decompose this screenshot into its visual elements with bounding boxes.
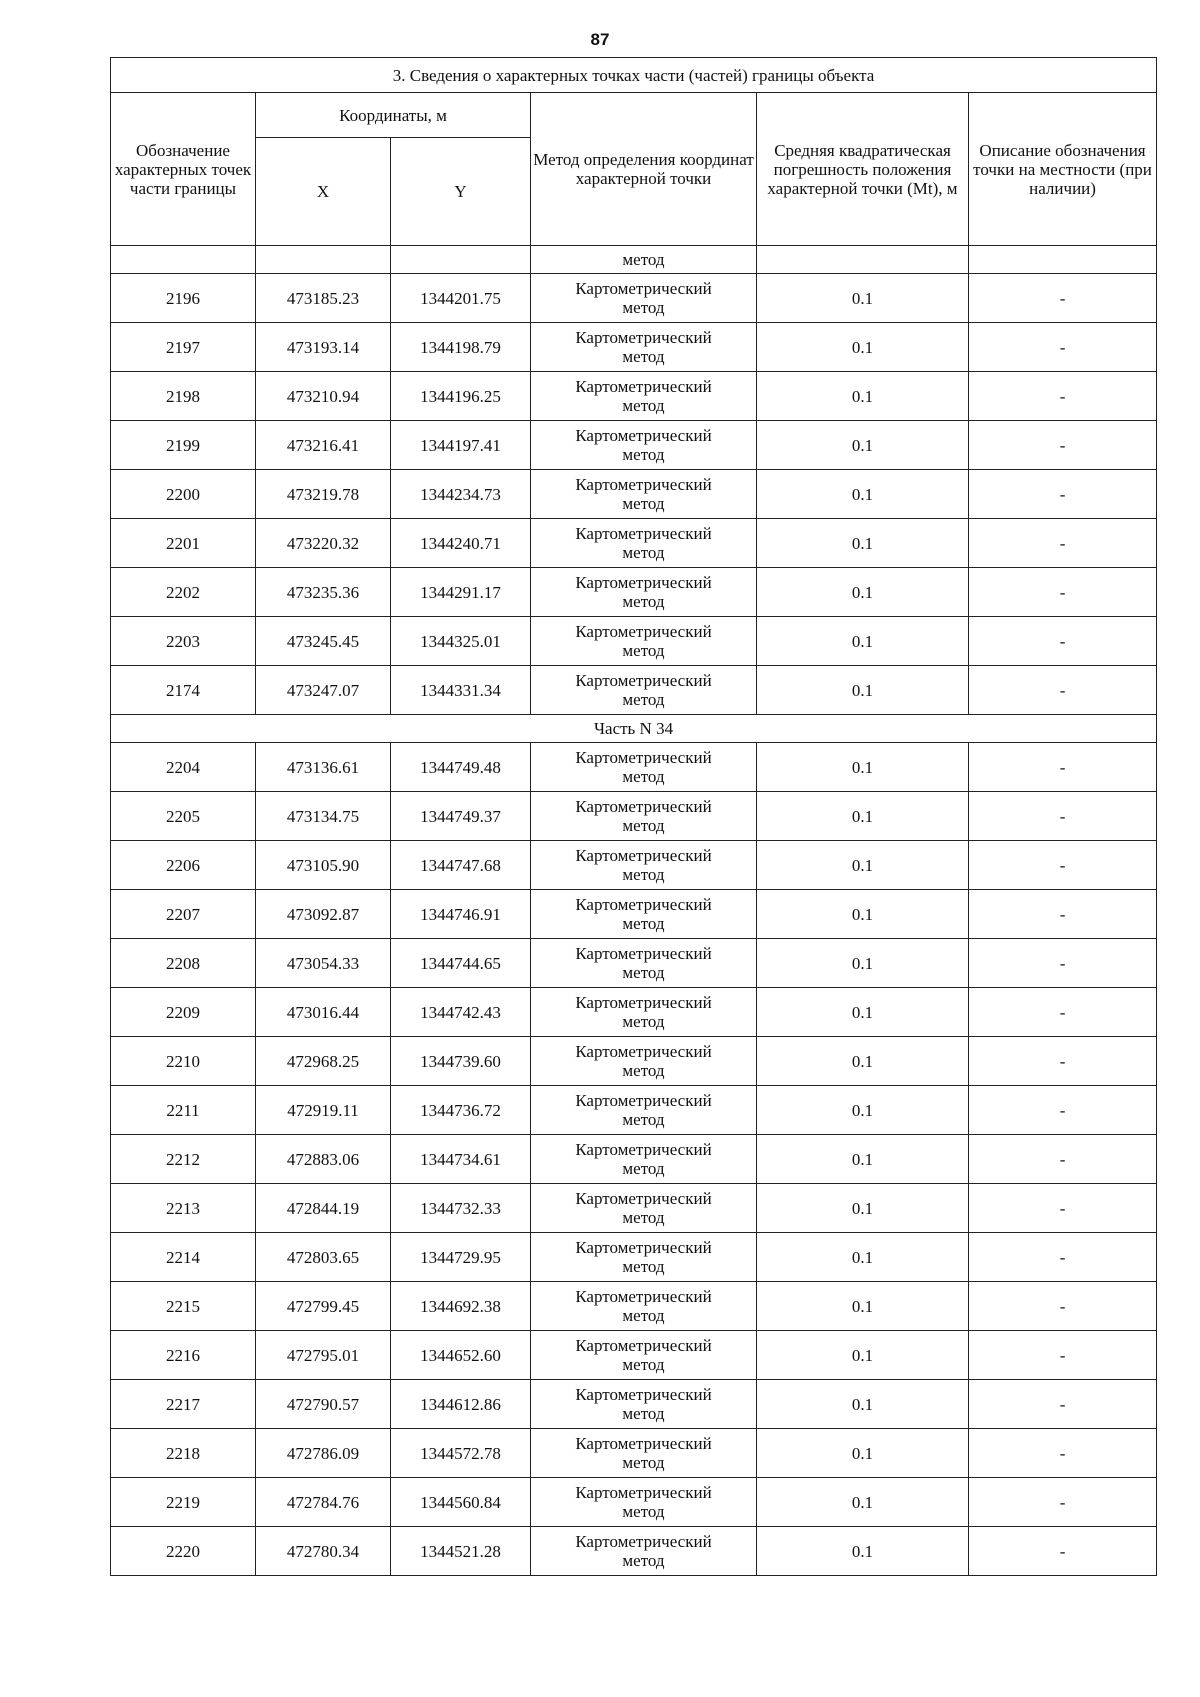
y-cell: 1344196.25 — [391, 372, 531, 421]
error-cell: 0.1 — [757, 1429, 969, 1478]
method-cell — [531, 1086, 757, 1135]
method-cell — [531, 470, 757, 519]
method-line2: метод — [622, 816, 665, 835]
error-cell: 0.1 — [757, 1478, 969, 1527]
method-cell — [531, 1331, 757, 1380]
point-cell: 2211 — [111, 1086, 256, 1135]
method-cell — [531, 1429, 757, 1478]
point-cell: 2209 — [111, 988, 256, 1037]
point-cell: 2174 — [111, 666, 256, 715]
y-cell: 1344197.41 — [391, 421, 531, 470]
description-cell: - — [969, 1527, 1157, 1576]
y-cell: 1344331.34 — [391, 666, 531, 715]
table-row — [111, 323, 1157, 372]
method-line2: метод — [622, 445, 665, 464]
point-cell: 2220 — [111, 1527, 256, 1576]
table-row — [111, 617, 1157, 666]
point-cell: 2206 — [111, 841, 256, 890]
point-cell: 2202 — [111, 568, 256, 617]
x-cell: 473092.87 — [256, 890, 391, 939]
table-row — [111, 666, 1157, 715]
method-cell — [531, 568, 757, 617]
method-cell — [531, 841, 757, 890]
header-y: Y — [391, 138, 531, 246]
description-cell: - — [969, 939, 1157, 988]
x-cell: 472799.45 — [256, 1282, 391, 1331]
error-cell: 0.1 — [757, 988, 969, 1037]
point-cell: 2197 — [111, 323, 256, 372]
x-cell: 472883.06 — [256, 1135, 391, 1184]
error-cell: 0.1 — [757, 617, 969, 666]
x-cell: 472919.11 — [256, 1086, 391, 1135]
method-cell — [531, 666, 757, 715]
table-row — [111, 1478, 1157, 1527]
x-cell: 473185.23 — [256, 274, 391, 323]
x-cell: 473136.61 — [256, 743, 391, 792]
y-cell: 1344560.84 — [391, 1478, 531, 1527]
description-cell: - — [969, 1037, 1157, 1086]
error-cell: 0.1 — [757, 1135, 969, 1184]
y-cell: 1344742.43 — [391, 988, 531, 1037]
method-line1: Картометрический — [575, 1091, 712, 1110]
header-point: Обозначение характерных точек части границы — [111, 93, 256, 246]
y-cell: 1344201.75 — [391, 274, 531, 323]
method-cell — [531, 1184, 757, 1233]
method-cell — [531, 1037, 757, 1086]
description-cell: - — [969, 890, 1157, 939]
method-line1: Картометрический — [575, 573, 712, 592]
table-row — [111, 890, 1157, 939]
description-cell: - — [969, 1380, 1157, 1429]
x-cell: 473016.44 — [256, 988, 391, 1037]
method-cell — [531, 274, 757, 323]
table-row — [111, 470, 1157, 519]
table-row — [111, 841, 1157, 890]
description-cell: - — [969, 792, 1157, 841]
point-cell: 2199 — [111, 421, 256, 470]
method-line2: метод — [622, 1355, 665, 1374]
x-cell: 472790.57 — [256, 1380, 391, 1429]
description-cell: - — [969, 1135, 1157, 1184]
method-cell — [531, 1478, 757, 1527]
error-cell: 0.1 — [757, 1184, 969, 1233]
y-cell: 1344749.48 — [391, 743, 531, 792]
header-coords: Координаты, м — [256, 93, 531, 138]
y-cell: 1344234.73 — [391, 470, 531, 519]
error-cell: 0.1 — [757, 1380, 969, 1429]
method-line2: метод — [622, 1404, 665, 1423]
x-cell: 472803.65 — [256, 1233, 391, 1282]
method-line2: метод — [622, 1502, 665, 1521]
method-cell — [531, 617, 757, 666]
method-line1: Картометрический — [575, 797, 712, 816]
error-cell: 0.1 — [757, 666, 969, 715]
description-cell: - — [969, 617, 1157, 666]
description-cell: - — [969, 568, 1157, 617]
table-row — [111, 568, 1157, 617]
y-cell: 1344652.60 — [391, 1331, 531, 1380]
y-cell: 1344291.17 — [391, 568, 531, 617]
method-line1: Картометрический — [575, 377, 712, 396]
x-cell: 472844.19 — [256, 1184, 391, 1233]
method-line2: метод — [622, 1012, 665, 1031]
description-cell: - — [969, 666, 1157, 715]
table-row — [111, 1331, 1157, 1380]
point-cell: 2210 — [111, 1037, 256, 1086]
y-cell: 1344746.91 — [391, 890, 531, 939]
method-line1: Картометрический — [575, 328, 712, 347]
x-cell: 473219.78 — [256, 470, 391, 519]
point-cell: 2212 — [111, 1135, 256, 1184]
error-cell: 0.1 — [757, 841, 969, 890]
method-line1: Картометрический — [575, 1189, 712, 1208]
error-cell: 0.1 — [757, 1282, 969, 1331]
method-line1: Картометрический — [575, 426, 712, 445]
section-label: Часть N 34 — [111, 715, 1157, 743]
point-cell: 2208 — [111, 939, 256, 988]
header-error: Средняя квадратическая погрешность положения характерной точки (Mt), м — [757, 93, 969, 246]
x-cell: 473216.41 — [256, 421, 391, 470]
description-cell: - — [969, 274, 1157, 323]
y-cell: 1344521.28 — [391, 1527, 531, 1576]
error-cell: 0.1 — [757, 421, 969, 470]
x-cell: 472968.25 — [256, 1037, 391, 1086]
header-description: Описание обозначения точки на местности (при наличии) — [969, 93, 1157, 246]
point-cell: 2196 — [111, 274, 256, 323]
continuation-method: метод — [531, 246, 757, 274]
x-cell: 472786.09 — [256, 1429, 391, 1478]
method-line1: Картометрический — [575, 1140, 712, 1159]
y-cell: 1344734.61 — [391, 1135, 531, 1184]
method-line2: метод — [622, 494, 665, 513]
method-line2: метод — [622, 865, 665, 884]
error-cell: 0.1 — [757, 1037, 969, 1086]
x-cell: 473054.33 — [256, 939, 391, 988]
method-cell — [531, 372, 757, 421]
method-cell — [531, 743, 757, 792]
point-cell: 2213 — [111, 1184, 256, 1233]
error-cell: 0.1 — [757, 274, 969, 323]
error-cell: 0.1 — [757, 470, 969, 519]
x-cell: 472795.01 — [256, 1331, 391, 1380]
point-cell: 2205 — [111, 792, 256, 841]
x-cell: 473134.75 — [256, 792, 391, 841]
method-line2: метод — [622, 1208, 665, 1227]
description-cell: - — [969, 470, 1157, 519]
y-cell: 1344736.72 — [391, 1086, 531, 1135]
error-cell: 0.1 — [757, 372, 969, 421]
empty-cell — [111, 246, 256, 274]
method-line1: Картометрический — [575, 846, 712, 865]
description-cell: - — [969, 743, 1157, 792]
table-row — [111, 939, 1157, 988]
method-cell — [531, 939, 757, 988]
method-line1: Картометрический — [575, 524, 712, 543]
point-cell: 2200 — [111, 470, 256, 519]
x-cell: 473245.45 — [256, 617, 391, 666]
method-line2: метод — [622, 1551, 665, 1570]
method-line2: метод — [622, 690, 665, 709]
method-cell — [531, 792, 757, 841]
x-cell: 473210.94 — [256, 372, 391, 421]
table-row — [111, 274, 1157, 323]
x-cell: 473105.90 — [256, 841, 391, 890]
empty-cell — [969, 246, 1157, 274]
table-row — [111, 1184, 1157, 1233]
error-cell: 0.1 — [757, 568, 969, 617]
y-cell: 1344572.78 — [391, 1429, 531, 1478]
point-cell: 2201 — [111, 519, 256, 568]
method-line1: Картометрический — [575, 1336, 712, 1355]
table-row — [111, 1527, 1157, 1576]
method-line1: Картометрический — [575, 895, 712, 914]
table-row — [111, 1429, 1157, 1478]
description-cell: - — [969, 841, 1157, 890]
table-row — [111, 1380, 1157, 1429]
method-cell — [531, 1233, 757, 1282]
method-cell — [531, 519, 757, 568]
empty-cell — [757, 246, 969, 274]
method-line1: Картометрический — [575, 622, 712, 641]
error-cell: 0.1 — [757, 1086, 969, 1135]
method-line1: Картометрический — [575, 1532, 712, 1551]
point-cell: 2214 — [111, 1233, 256, 1282]
table-row — [111, 519, 1157, 568]
method-line1: Картометрический — [575, 475, 712, 494]
continuation-row — [111, 246, 1157, 274]
method-line1: Картометрический — [575, 1238, 712, 1257]
table-title: 3. Сведения о характерных точках части (частей) границы объекта — [111, 58, 1157, 93]
method-line2: метод — [622, 963, 665, 982]
method-line1: Картометрический — [575, 671, 712, 690]
method-line1: Картометрический — [575, 1042, 712, 1061]
y-cell: 1344729.95 — [391, 1233, 531, 1282]
method-line2: метод — [622, 1159, 665, 1178]
method-line2: метод — [622, 347, 665, 366]
table-row — [111, 1233, 1157, 1282]
y-cell: 1344732.33 — [391, 1184, 531, 1233]
description-cell: - — [969, 1184, 1157, 1233]
y-cell: 1344325.01 — [391, 617, 531, 666]
table-row — [111, 792, 1157, 841]
description-cell: - — [969, 1331, 1157, 1380]
description-cell: - — [969, 1086, 1157, 1135]
table-row — [111, 1135, 1157, 1184]
table-row — [111, 743, 1157, 792]
x-cell: 473193.14 — [256, 323, 391, 372]
method-line2: метод — [622, 543, 665, 562]
method-cell — [531, 1282, 757, 1331]
description-cell: - — [969, 1282, 1157, 1331]
y-cell: 1344749.37 — [391, 792, 531, 841]
method-line2: метод — [622, 592, 665, 611]
method-line2: метод — [622, 396, 665, 415]
method-line1: Картометрический — [575, 748, 712, 767]
method-line2: метод — [622, 298, 665, 317]
method-line2: метод — [622, 914, 665, 933]
y-cell: 1344747.68 — [391, 841, 531, 890]
method-line1: Картометрический — [575, 1434, 712, 1453]
method-line2: метод — [622, 1453, 665, 1472]
method-cell — [531, 890, 757, 939]
header-method: Метод определения координат характерной точки — [531, 93, 757, 246]
point-cell: 2219 — [111, 1478, 256, 1527]
error-cell: 0.1 — [757, 1233, 969, 1282]
point-cell: 2204 — [111, 743, 256, 792]
page-number: 87 — [590, 30, 610, 49]
method-line1: Картометрический — [575, 1483, 712, 1502]
x-cell: 472784.76 — [256, 1478, 391, 1527]
y-cell: 1344198.79 — [391, 323, 531, 372]
method-line2: метод — [622, 767, 665, 786]
method-line2: метод — [622, 1061, 665, 1080]
method-line2: метод — [622, 1257, 665, 1276]
error-cell: 0.1 — [757, 939, 969, 988]
method-line1: Картометрический — [575, 279, 712, 298]
table-row — [111, 421, 1157, 470]
table-row — [111, 1086, 1157, 1135]
empty-cell — [256, 246, 391, 274]
method-cell — [531, 323, 757, 372]
boundary-points-table — [110, 57, 1157, 1576]
method-line1: Картометрический — [575, 1287, 712, 1306]
error-cell: 0.1 — [757, 1527, 969, 1576]
method-line1: Картометрический — [575, 1385, 712, 1404]
point-cell: 2215 — [111, 1282, 256, 1331]
error-cell: 0.1 — [757, 890, 969, 939]
y-cell: 1344744.65 — [391, 939, 531, 988]
empty-cell — [391, 246, 531, 274]
description-cell: - — [969, 988, 1157, 1037]
point-cell: 2216 — [111, 1331, 256, 1380]
method-cell — [531, 1380, 757, 1429]
description-cell: - — [969, 323, 1157, 372]
method-cell — [531, 421, 757, 470]
method-line2: метод — [622, 1306, 665, 1325]
method-cell — [531, 1135, 757, 1184]
point-cell: 2207 — [111, 890, 256, 939]
x-cell: 473247.07 — [256, 666, 391, 715]
description-cell: - — [969, 372, 1157, 421]
description-cell: - — [969, 421, 1157, 470]
y-cell: 1344240.71 — [391, 519, 531, 568]
table-row — [111, 372, 1157, 421]
x-cell: 473235.36 — [256, 568, 391, 617]
section-row — [111, 715, 1157, 743]
y-cell: 1344739.60 — [391, 1037, 531, 1086]
point-cell: 2218 — [111, 1429, 256, 1478]
method-line2: метод — [622, 1110, 665, 1129]
method-line1: Картометрический — [575, 993, 712, 1012]
description-cell: - — [969, 1233, 1157, 1282]
method-cell — [531, 988, 757, 1037]
error-cell: 0.1 — [757, 519, 969, 568]
error-cell: 0.1 — [757, 1331, 969, 1380]
description-cell: - — [969, 1429, 1157, 1478]
table-row — [111, 1037, 1157, 1086]
point-cell: 2198 — [111, 372, 256, 421]
y-cell: 1344692.38 — [391, 1282, 531, 1331]
point-cell: 2217 — [111, 1380, 256, 1429]
error-cell: 0.1 — [757, 792, 969, 841]
method-cell — [531, 1527, 757, 1576]
point-cell: 2203 — [111, 617, 256, 666]
error-cell: 0.1 — [757, 323, 969, 372]
method-line2: метод — [622, 641, 665, 660]
description-cell: - — [969, 519, 1157, 568]
table-row — [111, 1282, 1157, 1331]
y-cell: 1344612.86 — [391, 1380, 531, 1429]
header-x: X — [256, 138, 391, 246]
table-row — [111, 988, 1157, 1037]
error-cell: 0.1 — [757, 743, 969, 792]
x-cell: 473220.32 — [256, 519, 391, 568]
method-line1: Картометрический — [575, 944, 712, 963]
x-cell: 472780.34 — [256, 1527, 391, 1576]
description-cell: - — [969, 1478, 1157, 1527]
